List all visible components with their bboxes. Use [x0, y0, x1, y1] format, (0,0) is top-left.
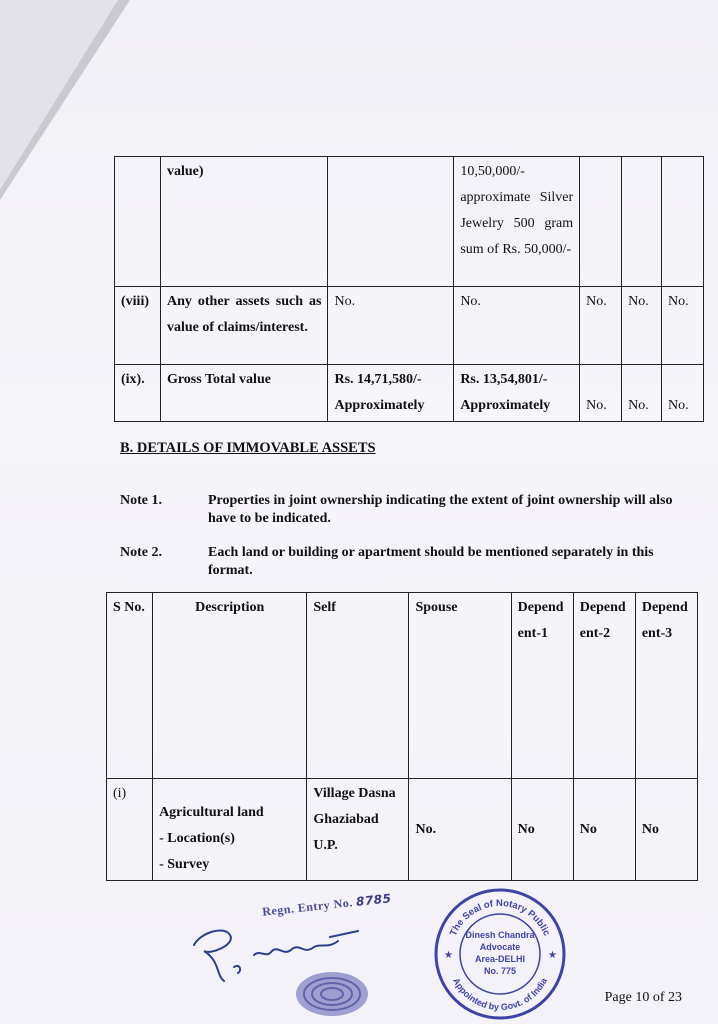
notary-seal: [430, 884, 570, 1024]
description-line: - Location(s): [159, 831, 235, 846]
seal-name: Dinesh Chandra: [465, 930, 535, 940]
header-dependent-1: Depend ent-1: [511, 593, 573, 779]
seal-number: No. 775: [483, 966, 517, 976]
spouse-cell: 10,50,000/- approximate Silver Jewelry 500 gram sum of Rs. 50,000/-: [454, 157, 580, 287]
seal-star-right: ★: [548, 950, 557, 961]
spouse-cell: Rs. 13,54,801/- Approximately: [454, 365, 580, 422]
row-number: (i): [107, 779, 153, 881]
dependent1-cell: No.: [580, 365, 622, 422]
spouse-cell: No.: [409, 779, 511, 881]
header-description: Description: [153, 593, 307, 779]
header-dependent-3: Depend ent-3: [635, 593, 697, 779]
seal-bottom-text: Appointed by Govt. of India: [451, 976, 549, 1013]
folded-corner-highlight: [0, 0, 118, 190]
entry-label: Regn. Entry No.: [261, 895, 354, 919]
immovable-assets-table: [106, 592, 698, 881]
dependent3-cell: No.: [662, 365, 704, 422]
table-row: [115, 365, 704, 422]
description-cell: [153, 779, 307, 881]
description-cell: value): [160, 157, 328, 287]
self-cell: Village Dasna Ghaziabad U.P.: [307, 779, 409, 881]
spouse-cell: No.: [454, 287, 580, 365]
dependent2-cell: No.: [622, 287, 662, 365]
entry-number: 8785: [355, 891, 393, 909]
table-header-row: [107, 593, 698, 779]
header-spouse: Spouse: [409, 593, 511, 779]
description-line: Agricultural land: [159, 805, 264, 820]
row-number: (viii): [115, 287, 161, 365]
dependent2-cell: No: [573, 779, 635, 881]
self-cell: No.: [328, 287, 454, 365]
movable-assets-table: [114, 156, 704, 422]
self-cell: Rs. 14,71,580/- Approximately: [328, 365, 454, 422]
note-text: Properties in joint ownership indicating the extent of joint ownership will also have to be indicated.: [208, 493, 673, 526]
header-sno: S No.: [107, 593, 153, 779]
page-number: Page 10 of 23: [604, 990, 682, 1005]
dependent1-cell: No.: [580, 287, 622, 365]
header-self: Self: [307, 593, 409, 779]
dependent1-cell: No: [511, 779, 573, 881]
header-dependent-2: Depend ent-2: [573, 593, 635, 779]
section-heading: B. DETAILS OF IMMOVABLE ASSETS: [120, 440, 376, 456]
dependent3-cell: No.: [662, 287, 704, 365]
note-label: Note 1.: [120, 493, 162, 508]
table-row: [107, 779, 698, 881]
thumbprint: [292, 968, 372, 1018]
dependent2-cell: No.: [622, 365, 662, 422]
dependent3-cell: No: [635, 779, 697, 881]
seal-star-left: ★: [444, 950, 453, 961]
seal-top-text: The Seal of Notary Public: [447, 897, 553, 938]
note-text: Each land or building or apartment should be mentioned separately in this format.: [208, 545, 654, 578]
note-label: Note 2.: [120, 545, 162, 560]
description-line: - Survey: [159, 857, 210, 872]
seal-role: Advocate: [479, 942, 521, 952]
table-row: [115, 157, 704, 287]
seal-area: Area-DELHI: [474, 954, 526, 964]
description-cell: Any other assets such as value of claims/interest.: [160, 287, 328, 365]
table-row: [115, 287, 704, 365]
row-number: (ix).: [115, 365, 161, 422]
description-cell: Gross Total value: [160, 365, 328, 422]
